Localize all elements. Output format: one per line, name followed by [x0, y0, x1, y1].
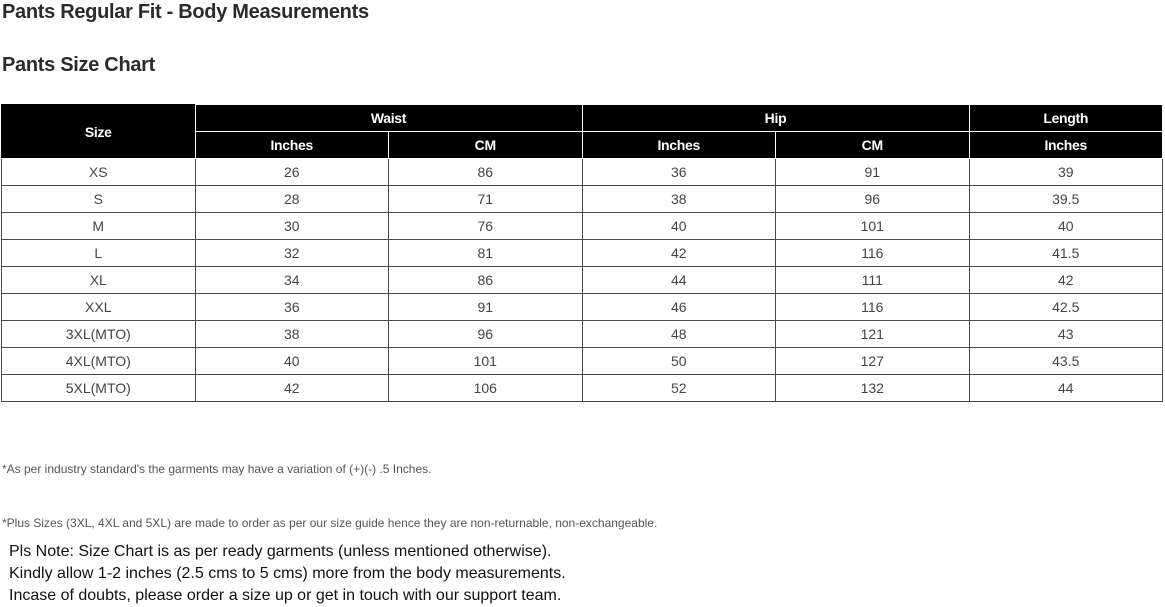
page-title: Pants Regular Fit - Body Measurements: [2, 1, 369, 23]
length-group-header: Length: [969, 105, 1163, 132]
size-cell: XS: [2, 159, 196, 186]
table-row: [2, 348, 1163, 375]
size-cell: XXL: [2, 294, 196, 321]
hip-inches-cell: 50: [582, 348, 776, 375]
hip-cm-cell: 91: [776, 159, 970, 186]
size-cell: 3XL(MTO): [2, 321, 196, 348]
table-row: [2, 294, 1163, 321]
size-cell: XL: [2, 267, 196, 294]
hip-group-header: Hip: [582, 105, 969, 132]
size-cell: 4XL(MTO): [2, 348, 196, 375]
hip-inches-cell: 40: [582, 213, 776, 240]
table-row: [2, 186, 1163, 213]
hip-inches-cell: 48: [582, 321, 776, 348]
table-row: [2, 267, 1163, 294]
table-row: [2, 240, 1163, 267]
hip-cm-cell: 116: [776, 240, 970, 267]
hip-cm-cell: 127: [776, 348, 970, 375]
pls-note-block: [9, 541, 566, 607]
length-inches-cell: 42.5: [969, 294, 1163, 321]
table-header-row-groups: [2, 105, 1163, 132]
hip-cm-cell: 116: [776, 294, 970, 321]
hip-cm-cell: 101: [776, 213, 970, 240]
length-inches-cell: 41.5: [969, 240, 1163, 267]
length-inches-cell: 39.5: [969, 186, 1163, 213]
length-inches-cell: 39: [969, 159, 1163, 186]
waist-cm-cell: 86: [389, 267, 583, 294]
size-cell: M: [2, 213, 196, 240]
waist-inches-cell: 36: [195, 294, 389, 321]
waist-inches-header: Inches: [195, 132, 389, 159]
length-inches-cell: 43: [969, 321, 1163, 348]
hip-inches-cell: 44: [582, 267, 776, 294]
variation-note: *As per industry standard's the garments may have a variation of (+)(-) .5 Inches.: [2, 462, 432, 476]
waist-cm-cell: 71: [389, 186, 583, 213]
waist-cm-cell: 76: [389, 213, 583, 240]
table-row: [2, 213, 1163, 240]
waist-cm-cell: 106: [389, 375, 583, 402]
length-inches-cell: 44: [969, 375, 1163, 402]
pls-note-line: Kindly allow 1-2 inches (2.5 cms to 5 cms) more from the body measurements.: [9, 565, 566, 582]
size-cell: L: [2, 240, 196, 267]
waist-inches-cell: 38: [195, 321, 389, 348]
waist-inches-cell: 30: [195, 213, 389, 240]
table-row: [2, 159, 1163, 186]
hip-inches-cell: 38: [582, 186, 776, 213]
hip-inches-cell: 52: [582, 375, 776, 402]
table-row: [2, 321, 1163, 348]
hip-inches-cell: 46: [582, 294, 776, 321]
hip-cm-cell: 111: [776, 267, 970, 294]
waist-cm-header: CM: [389, 132, 583, 159]
size-chart-body: [2, 159, 1163, 402]
hip-cm-cell: 96: [776, 186, 970, 213]
length-inches-header: Inches: [969, 132, 1163, 159]
table-row: [2, 375, 1163, 402]
size-chart-table: [1, 104, 1163, 402]
hip-inches-cell: 42: [582, 240, 776, 267]
waist-inches-cell: 42: [195, 375, 389, 402]
waist-inches-cell: 28: [195, 186, 389, 213]
waist-inches-cell: 26: [195, 159, 389, 186]
pls-note-line: Pls Note: Size Chart is as per ready garments (unless mentioned otherwise).: [9, 543, 552, 560]
hip-cm-header: CM: [776, 132, 970, 159]
waist-cm-cell: 81: [389, 240, 583, 267]
length-inches-cell: 40: [969, 213, 1163, 240]
waist-inches-cell: 34: [195, 267, 389, 294]
hip-cm-cell: 121: [776, 321, 970, 348]
hip-inches-header: Inches: [582, 132, 776, 159]
waist-inches-cell: 32: [195, 240, 389, 267]
waist-cm-cell: 86: [389, 159, 583, 186]
length-inches-cell: 42: [969, 267, 1163, 294]
waist-group-header: Waist: [195, 105, 582, 132]
waist-cm-cell: 101: [389, 348, 583, 375]
size-column-header: Size: [2, 105, 196, 159]
size-cell: 5XL(MTO): [2, 375, 196, 402]
pls-note-line: Incase of doubts, please order a size up or get in touch with our support team.: [9, 587, 562, 604]
waist-cm-cell: 91: [389, 294, 583, 321]
hip-cm-cell: 132: [776, 375, 970, 402]
size-chart-heading: Pants Size Chart: [2, 54, 156, 76]
size-cell: S: [2, 186, 196, 213]
waist-cm-cell: 96: [389, 321, 583, 348]
plus-size-note: *Plus Sizes (3XL, 4XL and 5XL) are made to order as per our size guide hence they are non-returnable, non-exchangeable.: [2, 516, 658, 530]
length-inches-cell: 43.5: [969, 348, 1163, 375]
hip-inches-cell: 36: [582, 159, 776, 186]
waist-inches-cell: 40: [195, 348, 389, 375]
